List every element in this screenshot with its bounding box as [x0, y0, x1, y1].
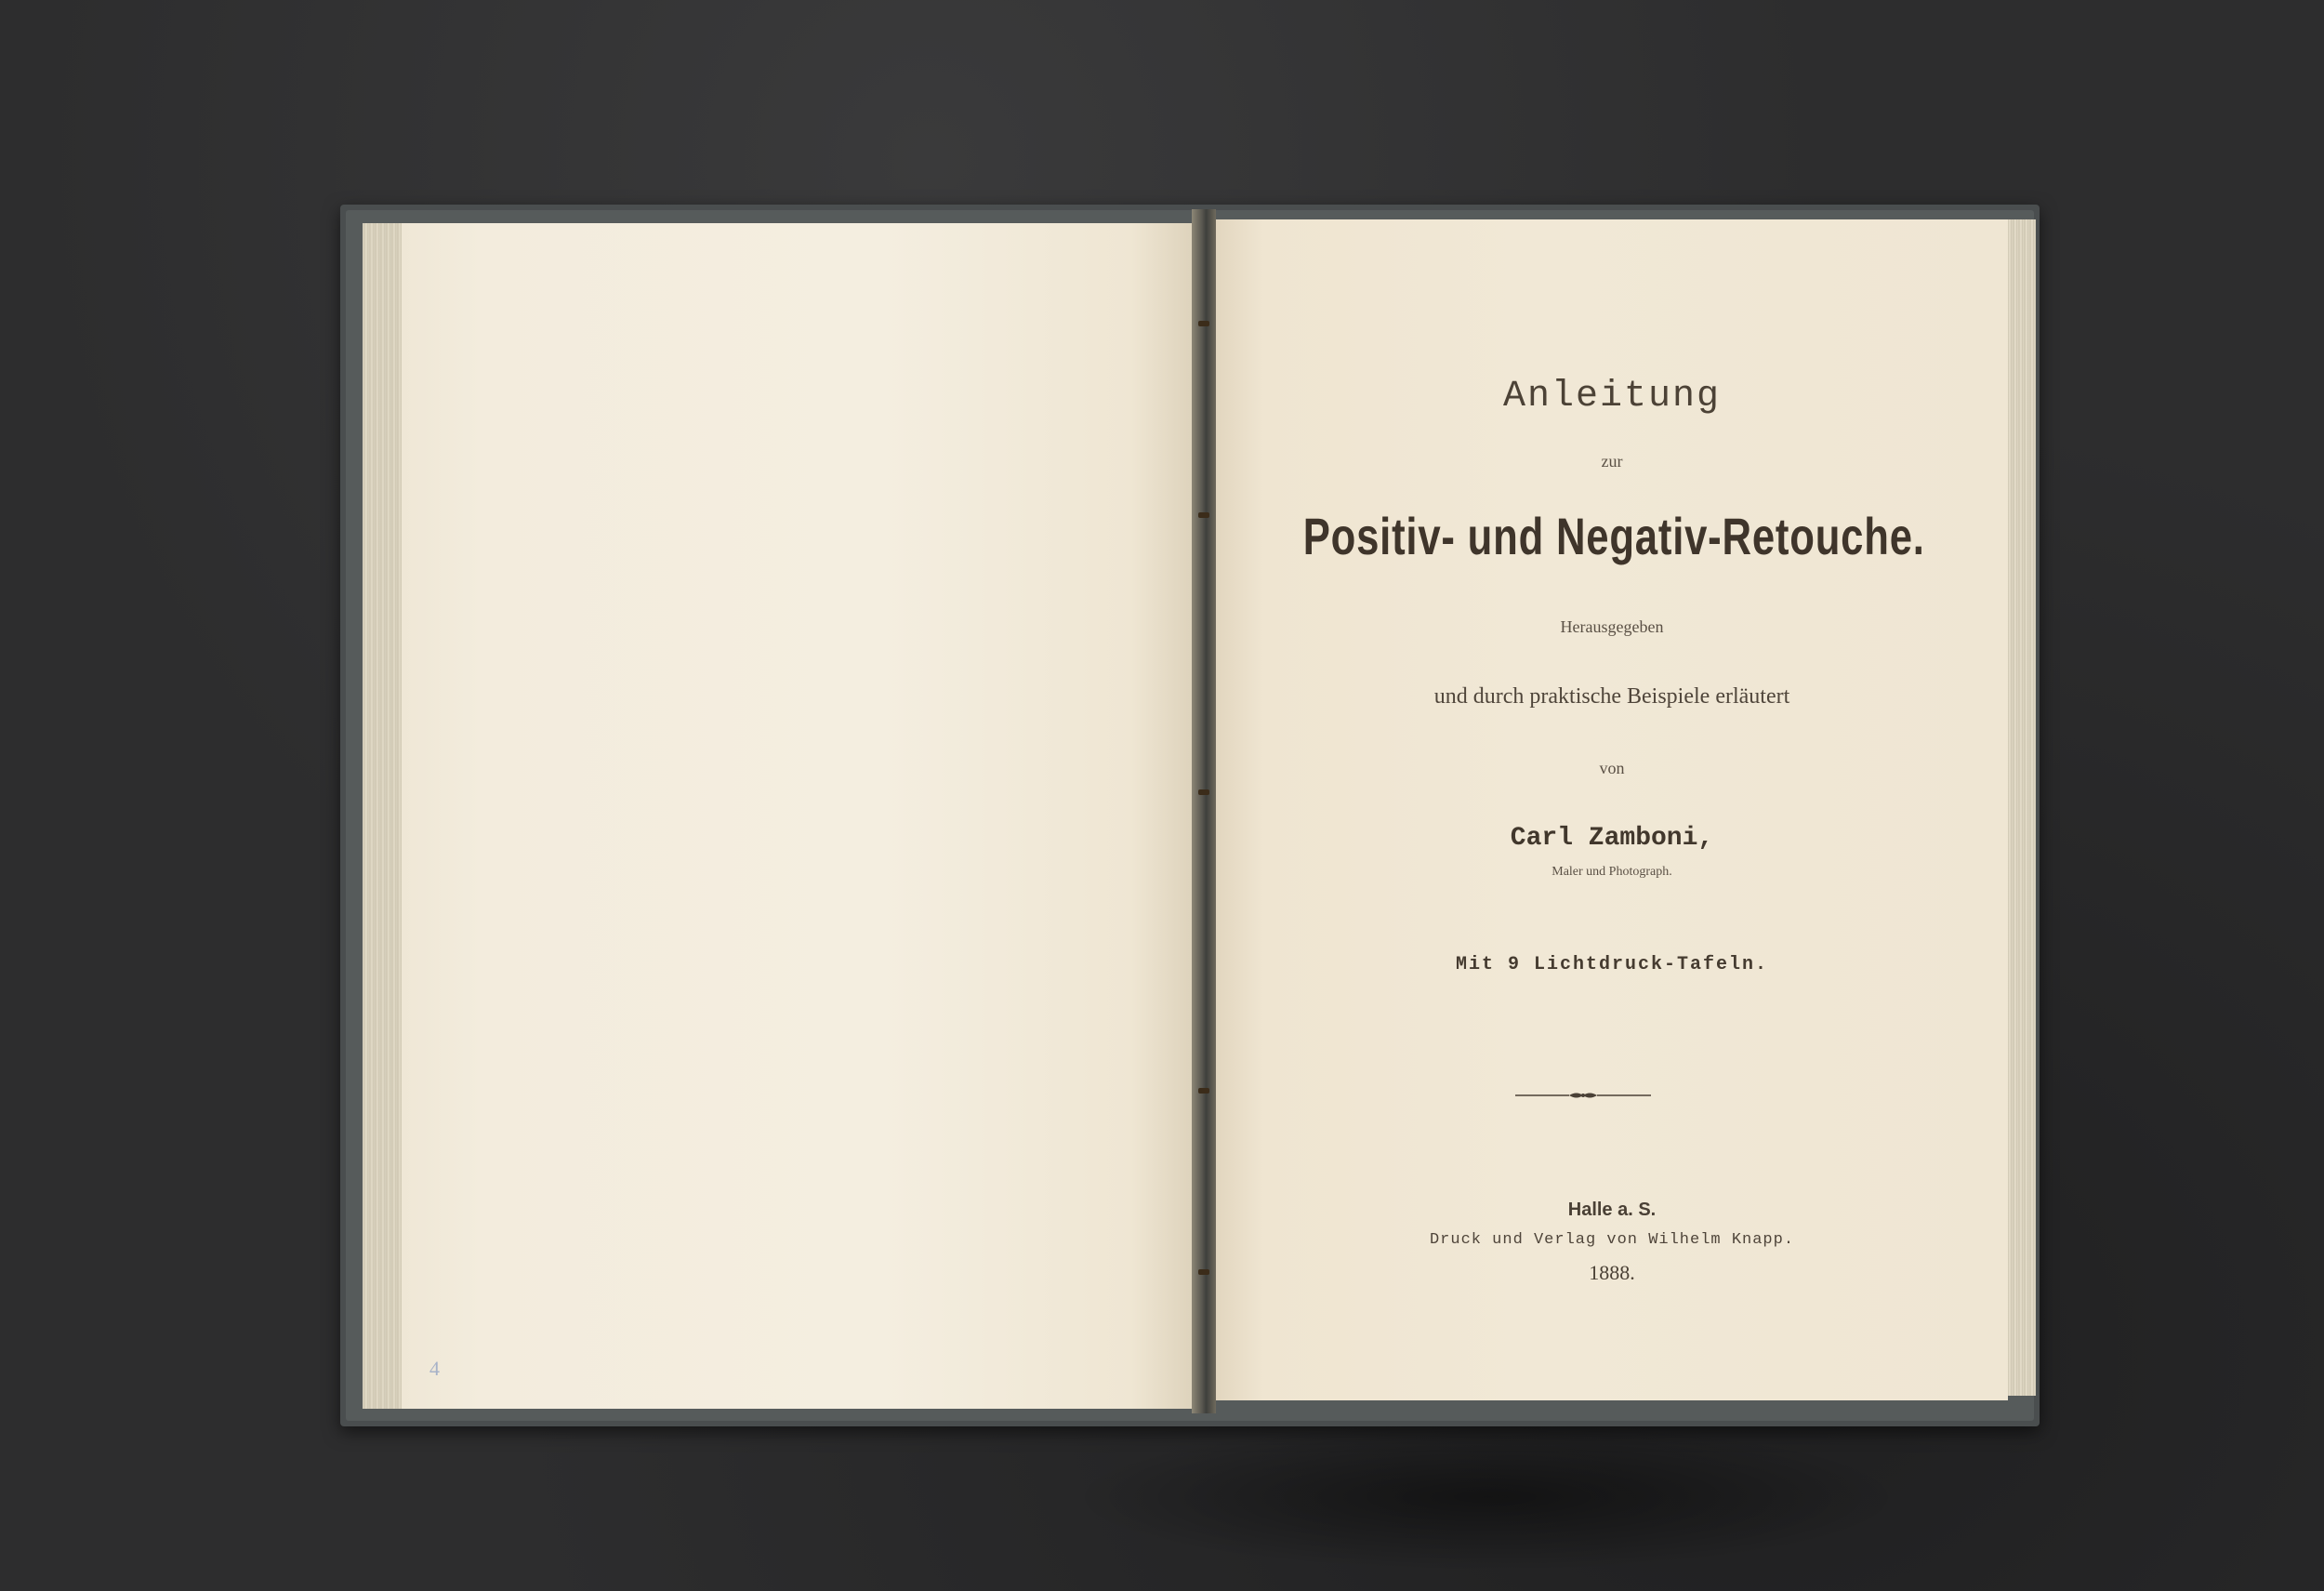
publication-year: 1888.: [1589, 1261, 1635, 1284]
left-page-edges: [363, 223, 407, 1409]
binding-stitch: [1198, 789, 1209, 795]
subtitle: und durch praktische Beispiele erläutert: [1433, 684, 1790, 709]
publication-place: Halle a. S.: [1567, 1200, 1657, 1220]
plates-note: Mit 9 Lichtdruck-Tafeln.: [1455, 954, 1769, 975]
author-name: Carl Zamboni,: [1510, 824, 1714, 853]
title-connector: zur: [1601, 452, 1623, 471]
book-gutter: [1192, 209, 1216, 1413]
ornament-rule-icon: [1515, 1090, 1651, 1101]
by-label: von: [1599, 759, 1625, 777]
main-title: Positiv- und Negativ-Retouche.: [1302, 507, 1925, 565]
title-line-1: Anleitung: [1502, 376, 1722, 418]
backdrop-shadow: [1069, 1423, 1906, 1571]
binding-stitch: [1198, 512, 1209, 518]
publisher-line: Druck und Verlag von Wilhelm Knapp.: [1429, 1231, 1795, 1249]
author-profession: Maler und Photograph.: [1552, 865, 1672, 879]
binding-stitch: [1198, 1269, 1209, 1275]
title-page: [1216, 219, 2008, 1400]
binding-stitch: [1198, 1088, 1209, 1094]
edited-label: Herausgegeben: [1560, 617, 1664, 636]
left-blank-page: [402, 223, 1195, 1409]
binding-stitch: [1198, 321, 1209, 326]
pencil-margin-note: 4: [429, 1357, 440, 1380]
